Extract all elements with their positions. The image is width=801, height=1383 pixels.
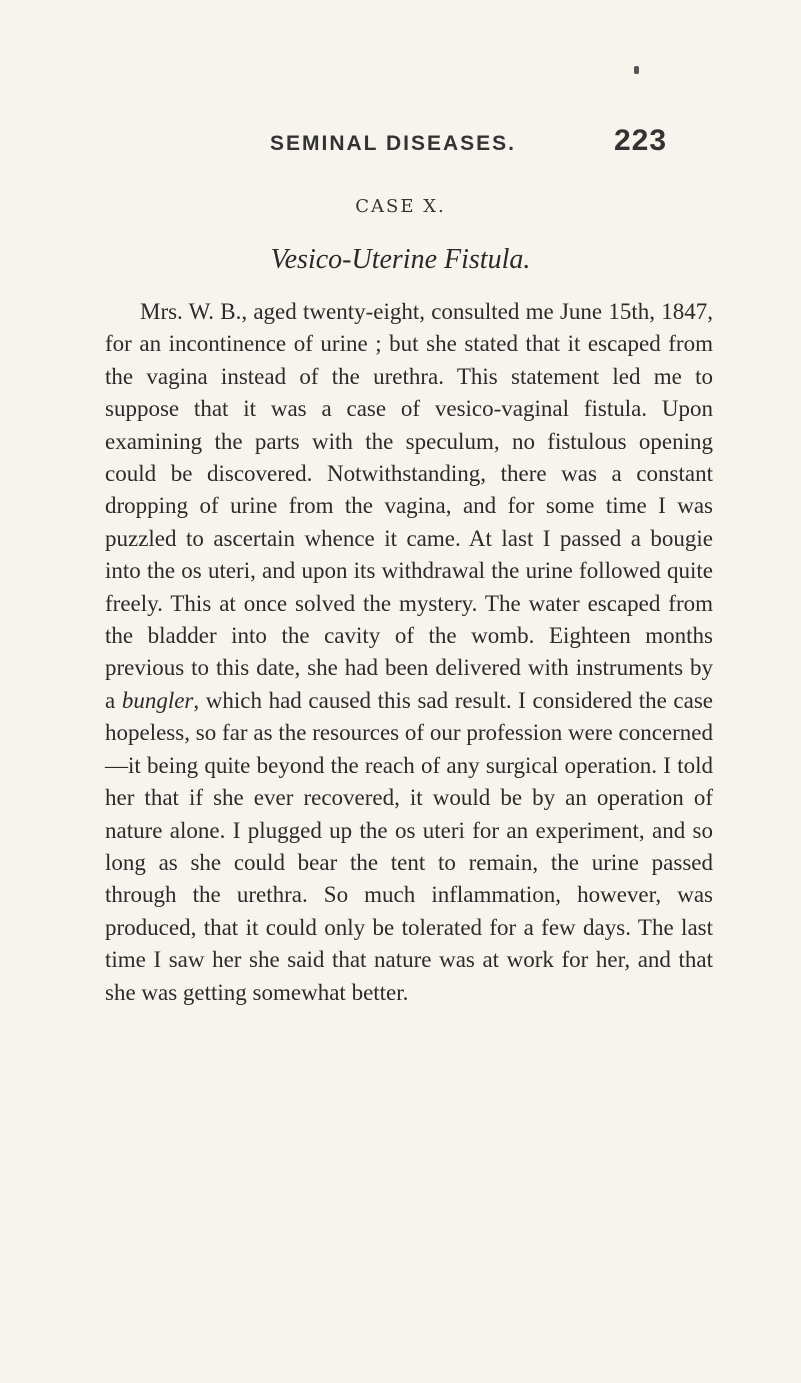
case-title: CASE X. bbox=[355, 196, 446, 217]
case-body-paragraph bbox=[105, 296, 713, 1009]
case-subtitle: Vesico-Uterine Fistula. bbox=[270, 244, 531, 275]
paragraph-text-part-1: Mrs. W. B., aged twenty-eight, consulted me June 15th, 1847, for an incontinence of urine ; but she stated that it escaped from the vagina instead of the urethra. This statement led me to suppose that it was a case of vesico-vaginal fistula. Upon examining the parts with the speculum, no fistulous opening could be discovered. Notwithstanding, there was a constant dropping of urine from the vagina, and for some time I was puzzled to ascertain whence it came. At last I passed a bougie into the os uteri, and upon its withdrawal the urine followed quite freely. This at once solved the mystery. The water escaped from the bladder into the cavity of the womb. Eighteen months previous to this date, she had been delivered with instruments by a bbox=[105, 299, 713, 713]
ink-speck bbox=[634, 66, 639, 74]
page-number: 223 bbox=[614, 124, 668, 157]
running-head: SEMINAL DISEASES. bbox=[270, 132, 516, 155]
italic-word: bungler bbox=[121, 687, 194, 713]
paragraph-text-part-2: , which had caused this sad result. I considered the case hopeless, so far as the resources of our profession were concerned—it being quite beyond the reach of any surgical operation. I told her that if she ever recovered, it would be by an operation of nature alone. I plugged up the os uteri for an experiment, and so long as she could bear the tent to remain, the urine passed through the urethra. So much inflammation, however, was produced, that it could only be tolerated for a few days. The last time I saw her she said that nature was at work for her, and that she was getting somewhat better. bbox=[105, 687, 713, 1005]
